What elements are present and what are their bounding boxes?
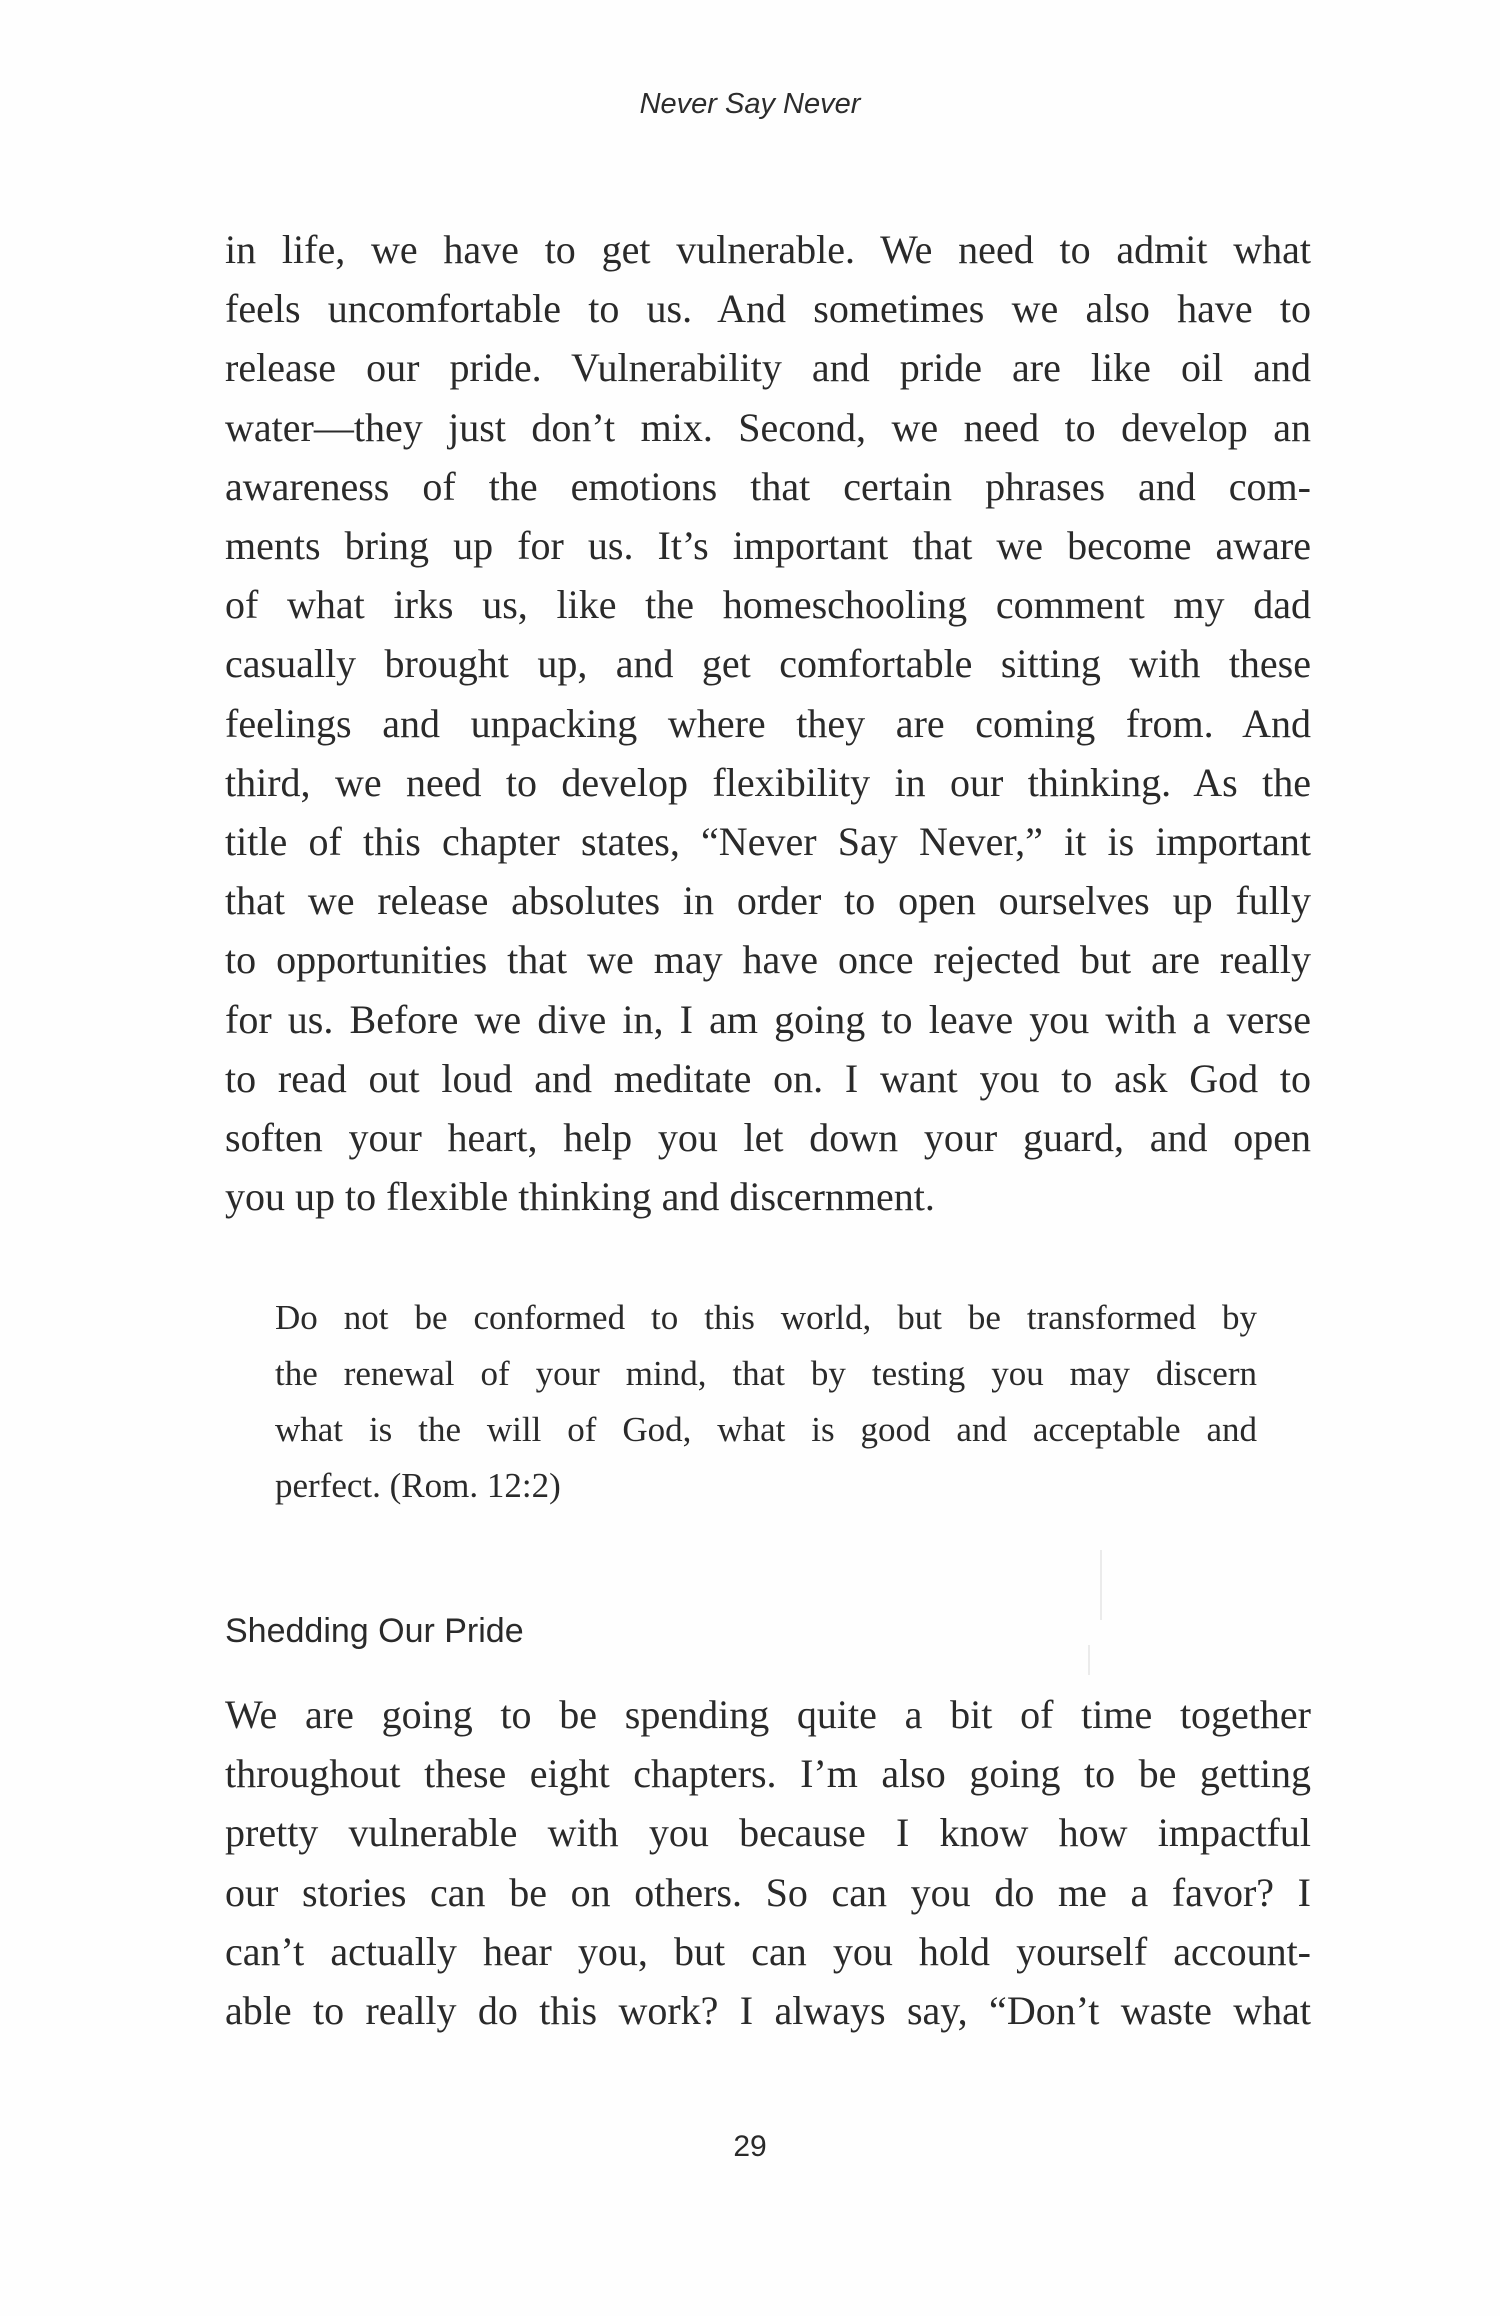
text-line: throughout these eight chapters. I’m also going to be getting: [225, 1751, 1311, 1797]
quote-line: the renewal of your mind, that by testing you may discern: [275, 1354, 1257, 1393]
text-line: you up to flexible thinking and discernment.: [225, 1174, 935, 1220]
text-line: casually brought up, and get comfortable sitting with these: [225, 641, 1311, 687]
text-line: water—they just don’t mix. Second, we need to develop an: [225, 404, 1311, 450]
text-line: our stories can be on others. So can you do me a favor? I: [225, 1869, 1311, 1915]
text-line: for us. Before we dive in, I am going to leave you with a verse: [225, 996, 1311, 1042]
body-paragraph-1: [225, 220, 1311, 1226]
scan-artifact: [1088, 1645, 1090, 1675]
quote-line: perfect. (Rom. 12:2): [275, 1466, 561, 1505]
scripture-block-quote: [275, 1290, 1257, 1514]
text-line: feelings and unpacking where they are coming from. And: [225, 700, 1311, 746]
text-line: We are going to be spending quite a bit of time together: [225, 1692, 1311, 1737]
text-line: title of this chapter states, “Never Say Never,” it is important: [225, 819, 1311, 865]
scan-artifact: [1100, 1550, 1102, 1620]
text-line: third, we need to develop flexibility in our thinking. As the: [225, 759, 1311, 805]
text-line: of what irks us, like the homeschooling comment my dad: [225, 582, 1311, 628]
text-line: feels uncomfortable to us. And sometimes we also have to: [225, 286, 1311, 332]
body-paragraph-2: [225, 1685, 1311, 2040]
text-line: to opportunities that we may have once rejected but are really: [225, 937, 1311, 983]
text-line: ments bring up for us. It’s important that we become aware: [225, 523, 1311, 569]
quote-line: Do not be conformed to this world, but be transformed by: [275, 1298, 1257, 1337]
running-head: Never Say Never: [639, 88, 861, 120]
text-line: can’t actually hear you, but can you hold yourself account-: [225, 1928, 1311, 1974]
page-number: 29: [733, 2130, 767, 2163]
text-line: awareness of the emotions that certain phrases and com-: [225, 463, 1311, 509]
text-line: in life, we have to get vulnerable. We need to admit what: [225, 227, 1311, 272]
quote-line: what is the will of God, what is good and acceptable and: [275, 1410, 1257, 1449]
text-line: able to really do this work? I always say, “Don’t waste what: [225, 1988, 1311, 2034]
text-line: that we release absolutes in order to open ourselves up fully: [225, 878, 1311, 924]
text-line: pretty vulnerable with you because I know how impactful: [225, 1810, 1311, 1856]
text-line: soften your heart, help you let down your guard, and open: [225, 1115, 1311, 1161]
text-line: release our pride. Vulnerability and pride are like oil and: [225, 345, 1311, 391]
section-heading: Shedding Our Pride: [225, 1612, 524, 1650]
text-line: to read out loud and meditate on. I want you to ask God to: [225, 1055, 1311, 1101]
